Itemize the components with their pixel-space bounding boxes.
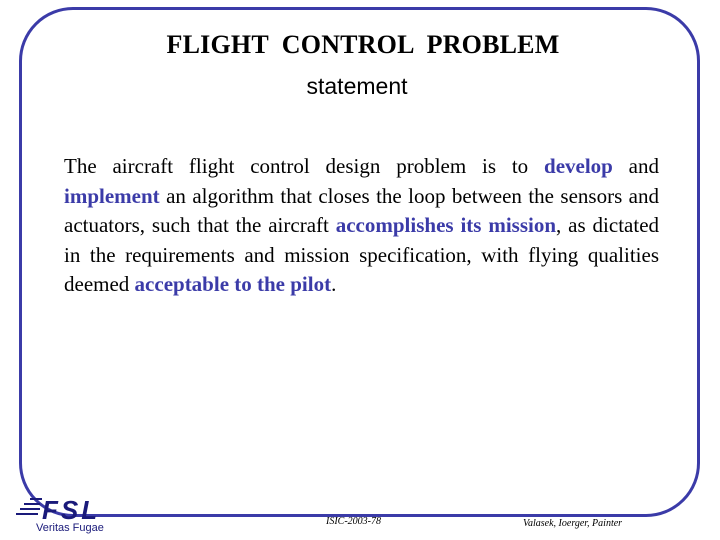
body-text-segment: . [331,272,337,296]
footer-presentation-id: ISIC-2003-78 [326,516,381,527]
highlight-accomplishes-mission: accomplishes its mission [335,213,557,237]
logo-speed-lines [16,498,42,515]
body-text-segment: , as dictated in the requirements and mission specification, with flying qualities deemed [64,213,660,296]
logo-caption: Veritas Fugae [36,522,104,534]
highlight-implement: implement [64,183,160,208]
body-text-segment: and [612,154,660,178]
highlight-develop: develop [544,154,613,178]
logo-wordmark: FSL [42,495,101,525]
highlight-acceptable-to-pilot: acceptable to the pilot [134,272,332,296]
footer-authors: Valasek, Ioerger, Painter [523,518,623,529]
slide-subtitle: statement [306,73,408,99]
body-text-segment: The aircraft flight control design problem is to [64,154,545,178]
slide-title: FLIGHT CONTROL PROBLEM [166,30,560,59]
body-text-segment: an algorithm that closes the loop between the sensors and actuators, such that the aircraft [64,183,659,237]
problem-statement-paragraph [64,152,659,300]
